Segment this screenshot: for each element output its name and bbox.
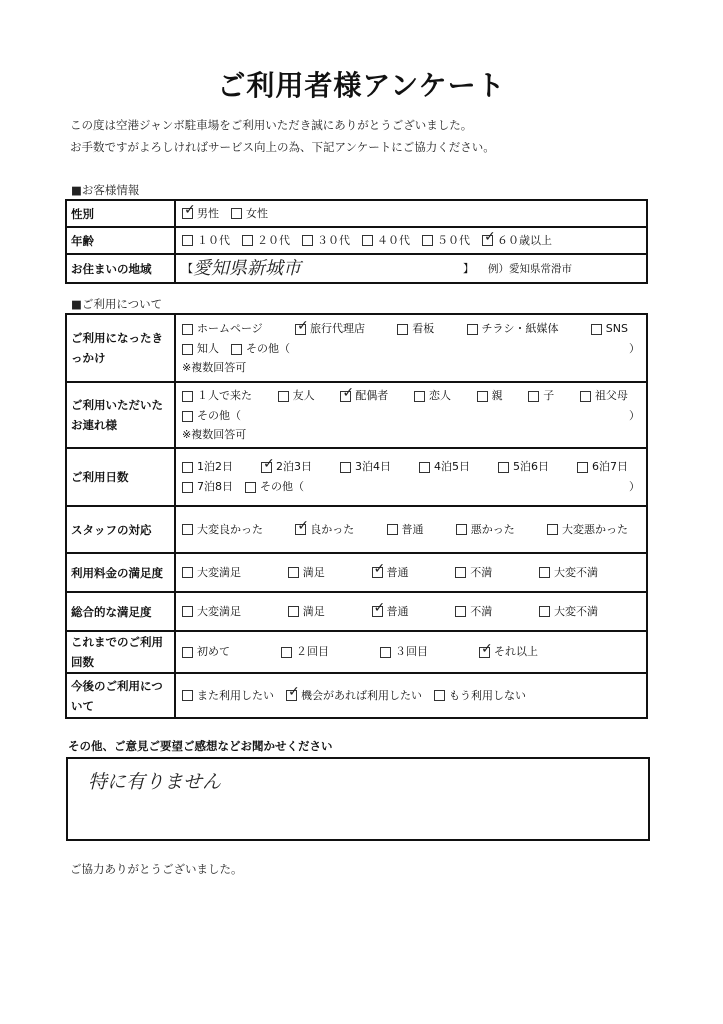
checkbox-icon[interactable] bbox=[397, 324, 408, 335]
gender-options bbox=[182, 204, 640, 224]
checkbox-icon[interactable] bbox=[302, 235, 313, 246]
trigger-note: ※複数回答可 bbox=[182, 361, 247, 374]
option-label: 3泊4日 bbox=[355, 460, 391, 473]
companions-options-row1 bbox=[182, 386, 640, 406]
comments-value[interactable]: 特に有りません bbox=[88, 771, 222, 793]
option-label: その他（ bbox=[197, 409, 241, 422]
checkbox-icon[interactable] bbox=[380, 647, 391, 658]
checkbox-icon[interactable] bbox=[539, 606, 550, 617]
option-label: 良かった bbox=[310, 522, 355, 536]
staff-label: スタッフの対応 bbox=[66, 506, 175, 553]
checkbox-icon[interactable] bbox=[245, 482, 256, 493]
checkbox-option[interactable] bbox=[288, 602, 325, 622]
checkbox-option[interactable] bbox=[539, 602, 598, 622]
option-label: ４０代 bbox=[377, 233, 410, 247]
checkbox-option[interactable] bbox=[380, 642, 428, 662]
checkbox-icon[interactable] bbox=[419, 462, 430, 473]
checkbox-option[interactable] bbox=[242, 231, 290, 251]
checkbox-icon[interactable] bbox=[455, 567, 466, 578]
checkbox-icon[interactable] bbox=[278, 391, 289, 402]
option-label: また利用したい bbox=[197, 688, 274, 702]
checkbox-option[interactable] bbox=[397, 319, 434, 339]
option-label: それ以上 bbox=[494, 645, 538, 658]
option-label: ５０代 bbox=[437, 233, 470, 247]
option-label: チラシ・紙媒体 bbox=[481, 322, 559, 335]
checkbox-icon[interactable] bbox=[182, 524, 193, 535]
checkbox-icon[interactable] bbox=[577, 462, 588, 473]
price-label: 利用料金の満足度 bbox=[66, 553, 175, 592]
option-label: 6泊7日 bbox=[592, 460, 628, 473]
option-label: 知人 bbox=[197, 342, 219, 355]
option-label: 男性 bbox=[197, 206, 219, 220]
checkbox-option[interactable] bbox=[231, 339, 290, 359]
option-label: 大変満足 bbox=[197, 604, 241, 618]
checkbox-option[interactable] bbox=[362, 231, 410, 251]
checkbox-option[interactable] bbox=[477, 386, 503, 406]
option-label: 1泊2日 bbox=[197, 460, 233, 473]
checkbox-option[interactable] bbox=[372, 563, 409, 583]
checkbox-option[interactable] bbox=[591, 319, 628, 339]
option-label: 不満 bbox=[470, 565, 493, 579]
future-options bbox=[182, 686, 640, 706]
checkbox-option[interactable] bbox=[387, 520, 424, 540]
days-options-row1 bbox=[182, 457, 640, 477]
checkbox-icon[interactable] bbox=[414, 391, 425, 402]
checkbox-icon[interactable] bbox=[182, 567, 193, 578]
staff-options bbox=[182, 520, 640, 540]
checkbox-icon[interactable] bbox=[231, 344, 242, 355]
checkbox-option[interactable] bbox=[539, 563, 598, 583]
checkbox-option[interactable] bbox=[498, 457, 549, 477]
checkbox-icon[interactable] bbox=[281, 647, 292, 658]
option-label: ２０代 bbox=[257, 233, 290, 247]
checkbox-icon[interactable] bbox=[182, 690, 193, 701]
option-label: 親 bbox=[491, 389, 503, 402]
checkbox-icon[interactable] bbox=[182, 647, 193, 658]
checkbox-option[interactable] bbox=[182, 477, 233, 497]
option-label: その他（ bbox=[260, 480, 304, 493]
checkbox-option[interactable] bbox=[295, 520, 354, 540]
checked-box-icon[interactable] bbox=[182, 208, 193, 219]
checkbox-icon[interactable] bbox=[580, 391, 591, 402]
option-label: 旅行代理店 bbox=[310, 322, 366, 335]
region-value[interactable]: 愛知県新城市 bbox=[193, 257, 301, 279]
checkbox-icon[interactable] bbox=[528, 391, 539, 402]
usage-section-heading: ■ご利用について bbox=[71, 297, 163, 311]
checkbox-option[interactable] bbox=[182, 231, 230, 251]
option-label: 大変良かった bbox=[197, 522, 263, 536]
option-label: 女性 bbox=[246, 206, 268, 220]
days-close-paren: ） bbox=[629, 480, 640, 493]
option-label: その他（ bbox=[246, 342, 290, 355]
checkbox-icon[interactable] bbox=[182, 391, 193, 402]
checkbox-icon[interactable] bbox=[231, 208, 242, 219]
region-label: お住まいの地域 bbox=[66, 254, 175, 283]
region-field[interactable] bbox=[182, 259, 640, 279]
checked-box-icon[interactable] bbox=[482, 235, 493, 246]
days-options-row2 bbox=[182, 477, 316, 497]
checkbox-icon[interactable] bbox=[467, 324, 478, 335]
checkbox-icon[interactable] bbox=[387, 524, 398, 535]
option-label: 恋人 bbox=[428, 389, 451, 402]
option-label: 大変満足 bbox=[197, 565, 241, 579]
option-label: 普通 bbox=[401, 522, 424, 536]
option-label: 満足 bbox=[302, 565, 325, 579]
checked-box-icon[interactable] bbox=[372, 567, 383, 578]
customer-section-heading: ■お客様情報 bbox=[71, 183, 140, 197]
checkbox-icon[interactable] bbox=[498, 462, 509, 473]
option-label: ２回目 bbox=[296, 645, 329, 658]
checkbox-option[interactable] bbox=[281, 642, 329, 662]
checkbox-option[interactable] bbox=[286, 686, 422, 706]
age-label: 年齢 bbox=[66, 227, 175, 254]
trigger-options-row2 bbox=[182, 339, 302, 359]
option-label: 機会があれば利用したい bbox=[301, 688, 422, 702]
companions-label: ご利用いただいたお連れ様 bbox=[66, 382, 175, 448]
checked-box-icon[interactable] bbox=[286, 690, 297, 701]
option-label: ３回目 bbox=[395, 645, 428, 658]
comments-textarea[interactable] bbox=[66, 757, 650, 841]
checkbox-option[interactable] bbox=[340, 386, 388, 406]
checkbox-option[interactable] bbox=[340, 457, 391, 477]
option-label: ６０歳以上 bbox=[497, 233, 552, 247]
checkbox-icon[interactable] bbox=[182, 462, 193, 473]
checkbox-icon[interactable] bbox=[547, 524, 558, 535]
checkbox-icon[interactable] bbox=[477, 391, 488, 402]
checkbox-option[interactable] bbox=[467, 319, 559, 339]
option-label: 5泊6日 bbox=[513, 460, 549, 473]
checkbox-option[interactable] bbox=[455, 563, 492, 583]
page-title: ご利用者様アンケート bbox=[217, 69, 506, 102]
option-label: 大変不満 bbox=[554, 565, 598, 579]
checked-box-icon[interactable] bbox=[479, 647, 490, 658]
checkbox-option[interactable] bbox=[182, 642, 230, 662]
days-label: ご利用日数 bbox=[66, 448, 175, 506]
checkbox-icon[interactable] bbox=[182, 235, 193, 246]
checkbox-icon[interactable] bbox=[242, 235, 253, 246]
usage-table bbox=[65, 313, 648, 719]
checked-box-icon[interactable] bbox=[295, 524, 306, 535]
checkbox-option[interactable] bbox=[295, 319, 365, 339]
age-options bbox=[182, 231, 640, 251]
option-label: 普通 bbox=[386, 565, 409, 579]
checkbox-icon[interactable] bbox=[182, 344, 193, 355]
intro-line-1: この度は空港ジャンボ駐車場をご利用いただき誠にありがとうございました。 bbox=[70, 118, 473, 132]
option-label: ホームページ bbox=[197, 322, 263, 335]
checkbox-option[interactable] bbox=[182, 520, 263, 540]
intro-line-2: お手数ですがよろしければサービス向上の為、下記アンケートにご協力ください。 bbox=[70, 140, 495, 154]
checkbox-option[interactable] bbox=[419, 457, 470, 477]
region-close-bracket: 】 bbox=[463, 261, 474, 275]
checked-box-icon[interactable] bbox=[340, 391, 351, 402]
checkbox-option[interactable] bbox=[414, 386, 451, 406]
checkbox-option[interactable] bbox=[482, 231, 552, 251]
checkbox-option[interactable] bbox=[302, 231, 350, 251]
checkbox-option[interactable] bbox=[288, 563, 325, 583]
option-label: 2泊3日 bbox=[276, 460, 312, 473]
checkbox-icon[interactable] bbox=[362, 235, 373, 246]
checkbox-option[interactable] bbox=[547, 520, 628, 540]
checkbox-option[interactable] bbox=[182, 386, 252, 406]
checkbox-option[interactable] bbox=[422, 231, 470, 251]
closing-thanks: ご協力ありがとうございました。 bbox=[70, 862, 243, 876]
region-open-bracket: 【 bbox=[182, 261, 193, 275]
comments-question: その他、ご意見ご要望ご感想などお聞かせください bbox=[68, 739, 333, 753]
checkbox-option[interactable] bbox=[182, 457, 233, 477]
checkbox-option[interactable] bbox=[182, 602, 241, 622]
option-label: 7泊8日 bbox=[197, 480, 233, 493]
option-label: 悪かった bbox=[470, 522, 515, 536]
option-label: 大変悪かった bbox=[562, 522, 628, 536]
checkbox-option[interactable] bbox=[455, 602, 492, 622]
checkbox-option[interactable] bbox=[434, 686, 526, 706]
option-label: 子 bbox=[543, 389, 555, 402]
checkbox-option[interactable] bbox=[278, 386, 315, 406]
option-label: 配偶者 bbox=[355, 389, 389, 402]
companions-note: ※複数回答可 bbox=[182, 428, 247, 441]
checkbox-option[interactable] bbox=[261, 457, 312, 477]
checkbox-option[interactable] bbox=[182, 406, 241, 426]
checkbox-option[interactable] bbox=[577, 457, 628, 477]
option-label: 4泊5日 bbox=[434, 460, 470, 473]
checkbox-icon[interactable] bbox=[539, 567, 550, 578]
option-label: SNS bbox=[605, 322, 628, 335]
checkbox-option[interactable] bbox=[231, 204, 268, 224]
option-label: ３０代 bbox=[317, 233, 350, 247]
option-label: 大変不満 bbox=[554, 604, 598, 618]
trigger-label: ご利用になったきっかけ bbox=[66, 314, 175, 382]
checkbox-icon[interactable] bbox=[455, 606, 466, 617]
overall-label: 総合的な満足度 bbox=[66, 592, 175, 631]
checkbox-option[interactable] bbox=[182, 686, 274, 706]
option-label: 満足 bbox=[302, 604, 325, 618]
companions-close-paren: ） bbox=[629, 409, 640, 422]
option-label: １０代 bbox=[197, 233, 230, 247]
price-options bbox=[182, 563, 640, 583]
checked-box-icon[interactable] bbox=[295, 324, 306, 335]
checkbox-icon[interactable] bbox=[456, 524, 467, 535]
checkbox-icon[interactable] bbox=[182, 482, 193, 493]
checkbox-icon[interactable] bbox=[182, 324, 193, 335]
checkbox-icon[interactable] bbox=[288, 606, 299, 617]
visits-options bbox=[182, 642, 640, 662]
gender-label: 性別 bbox=[66, 200, 175, 227]
checkbox-option[interactable] bbox=[479, 642, 538, 662]
trigger-close-paren: ） bbox=[629, 342, 640, 355]
checkbox-option[interactable] bbox=[182, 204, 219, 224]
option-label: 看板 bbox=[412, 322, 435, 335]
customer-info-table bbox=[65, 199, 648, 284]
trigger-options-row1 bbox=[182, 319, 640, 339]
checkbox-option[interactable] bbox=[182, 319, 263, 339]
checkbox-option[interactable] bbox=[580, 386, 628, 406]
option-label: 祖父母 bbox=[594, 389, 628, 402]
checkbox-icon[interactable] bbox=[340, 462, 351, 473]
option-label: もう利用しない bbox=[449, 688, 526, 702]
visits-label: これまでのご利用回数 bbox=[66, 631, 175, 673]
checkbox-icon[interactable] bbox=[182, 411, 193, 422]
checkbox-option[interactable] bbox=[182, 339, 219, 359]
checked-box-icon[interactable] bbox=[372, 606, 383, 617]
checkbox-option[interactable] bbox=[372, 602, 409, 622]
future-label: 今後のご利用について bbox=[66, 673, 175, 718]
option-label: 普通 bbox=[386, 604, 409, 618]
option-label: 不満 bbox=[470, 604, 493, 618]
checkbox-option[interactable] bbox=[528, 386, 554, 406]
checkbox-option[interactable] bbox=[182, 563, 241, 583]
option-label: 初めて bbox=[197, 645, 230, 658]
checkbox-icon[interactable] bbox=[434, 690, 445, 701]
option-label: １人で来た bbox=[197, 389, 252, 402]
checkbox-icon[interactable] bbox=[422, 235, 433, 246]
overall-options bbox=[182, 602, 640, 622]
checkbox-option[interactable] bbox=[245, 477, 304, 497]
checkbox-icon[interactable] bbox=[182, 606, 193, 617]
region-example: 例）愛知県常滑市 bbox=[488, 262, 572, 275]
checkbox-icon[interactable] bbox=[288, 567, 299, 578]
checkbox-option[interactable] bbox=[456, 520, 515, 540]
companions-options-row2 bbox=[182, 406, 253, 426]
checkbox-icon[interactable] bbox=[591, 324, 602, 335]
option-label: 友人 bbox=[292, 389, 315, 402]
checked-box-icon[interactable] bbox=[261, 462, 272, 473]
